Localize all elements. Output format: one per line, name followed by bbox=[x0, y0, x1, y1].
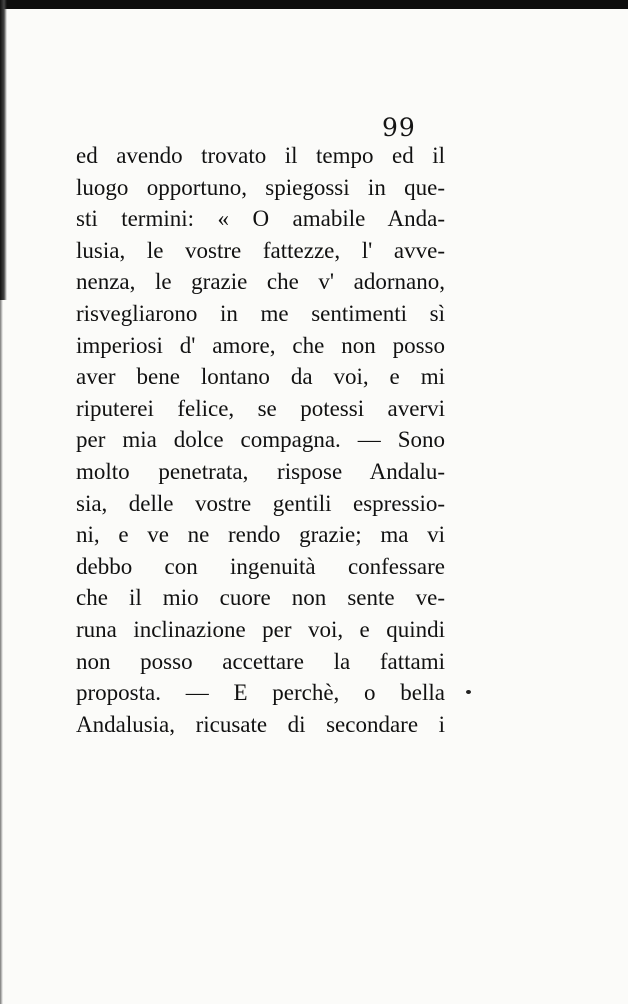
text-line: aver bene lontano da voi, e mi bbox=[76, 364, 445, 390]
text-line: nenza, le grazie che v' adornano, bbox=[76, 269, 445, 295]
text-line: Andalusia, ricusate di secondare i bbox=[76, 711, 445, 737]
body-text bbox=[76, 140, 445, 740]
text-line: ni, e ve ne rendo grazie; ma vi bbox=[76, 522, 445, 548]
text-line: debbo con ingenuità confessare bbox=[76, 553, 445, 579]
text-line: per mia dolce compagna. — Sono bbox=[76, 427, 445, 453]
text-line: proposta. — E perchè, o bella bbox=[76, 680, 445, 706]
text-line: lusia, le vostre fattezze, l' avve- bbox=[76, 237, 445, 263]
text-line: non posso accettare la fattami bbox=[76, 648, 445, 674]
text-line: sia, delle vostre gentili espressio- bbox=[76, 490, 445, 516]
page-number: 99 bbox=[382, 113, 416, 142]
text-line: riputerei felice, se potessi avervi bbox=[76, 395, 445, 421]
scan-top-edge bbox=[0, 0, 628, 9]
text-line: sti termini: « O amabile Anda- bbox=[76, 206, 445, 232]
text-line: ed avendo trovato il tempo ed il bbox=[76, 143, 445, 168]
text-line: che il mio cuore non sente ve- bbox=[76, 585, 445, 611]
scan-left-edge-lower bbox=[0, 300, 3, 1004]
text-line: runa inclinazione per voi, e quindi bbox=[76, 616, 445, 642]
text-line: imperiosi d' amore, che non posso bbox=[76, 332, 445, 358]
text-line: risvegliarono in me sentimenti sì bbox=[76, 300, 445, 326]
scan-left-edge bbox=[0, 0, 7, 300]
text-line: molto penetrata, rispose Andalu- bbox=[76, 458, 445, 484]
text-line: luogo opportuno, spiegossi in que- bbox=[76, 174, 445, 200]
ink-speck bbox=[466, 690, 471, 694]
